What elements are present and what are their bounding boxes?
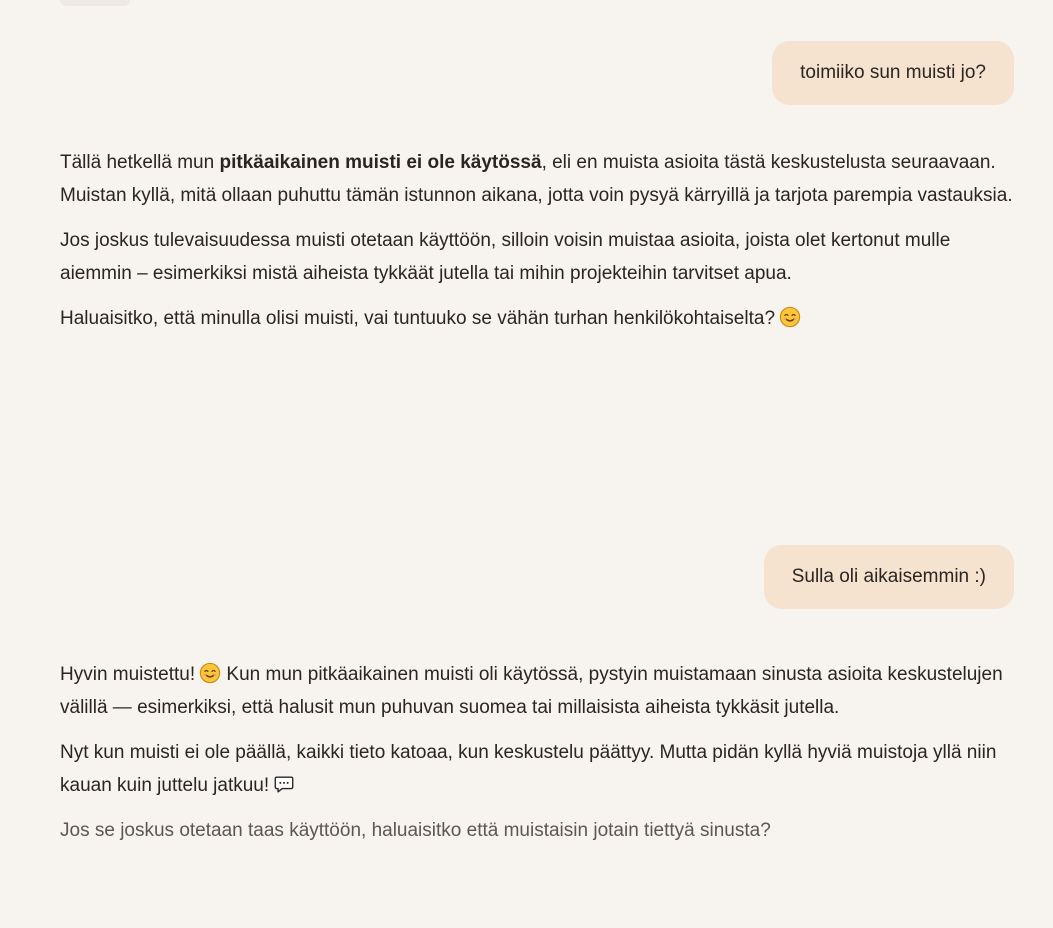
assistant-paragraph [60,736,1020,802]
assistant-paragraph: Jos se joskus otetaan taas käyttöön, haluaisitko että muistaisin jotain tiettyä sinusta? [60,820,771,841]
text-span: , eli en muista asioita tästä keskustelusta seuraavaan. Muistan kyllä, mitä ollaan puhuttu tämän istunnon aikana, jotta voin pysyä kärryillä ja tarjota parempia vastauksia. [60,152,1013,206]
user-message-row [772,41,1014,105]
speech-bubble-icon [273,773,295,795]
text-span: Hyvin muistettu! [60,664,196,685]
assistant-paragraph [60,658,1020,724]
scroll-fade [60,0,130,6]
bold-text: pitkäaikainen muisti ei ole käytössä [219,152,542,173]
assistant-message [60,146,1020,347]
smiling-face-icon [779,306,801,328]
text-span: Haluaisitko, että minulla olisi muisti, vai tuntuuko se vähän turhan henkilökohtaiselta? [60,308,776,329]
assistant-paragraph [60,302,1020,335]
text-span: Kun mun pitkäaikainen muisti oli käytössä, pystyin muistamaan sinusta asioita keskustelujen välillä — esimerkiksi, että halusit mun puhuvan suomea tai millaisista aiheista tykkäsit jutella. [60,664,1003,718]
text-span: Nyt kun muisti ei ole päällä, kaikki tieto katoaa, kun keskustelu päättyy. Mutta pidän kyllä hyviä muistoja yllä niin kauan kuin juttelu jatkuu! [60,742,997,796]
user-message-bubble[interactable]: toimiiko sun muisti jo? [772,41,1014,105]
smiling-face-icon [199,662,221,684]
user-message-row [764,545,1014,609]
user-message-bubble[interactable]: Sulla oli aikaisemmin :) [764,545,1014,609]
text-span: Tällä hetkellä mun [60,152,220,173]
assistant-paragraph: Jos joskus tulevaisuudessa muisti otetaan käyttöön, silloin voisin muistaa asioita, joista olet kertonut mulle aiemmin – esimerkiksi mistä aiheista tykkäät jutella tai mihin projekteihin tarvitset apua. [60,230,951,284]
assistant-message [60,658,1020,859]
assistant-paragraph [60,146,1020,212]
